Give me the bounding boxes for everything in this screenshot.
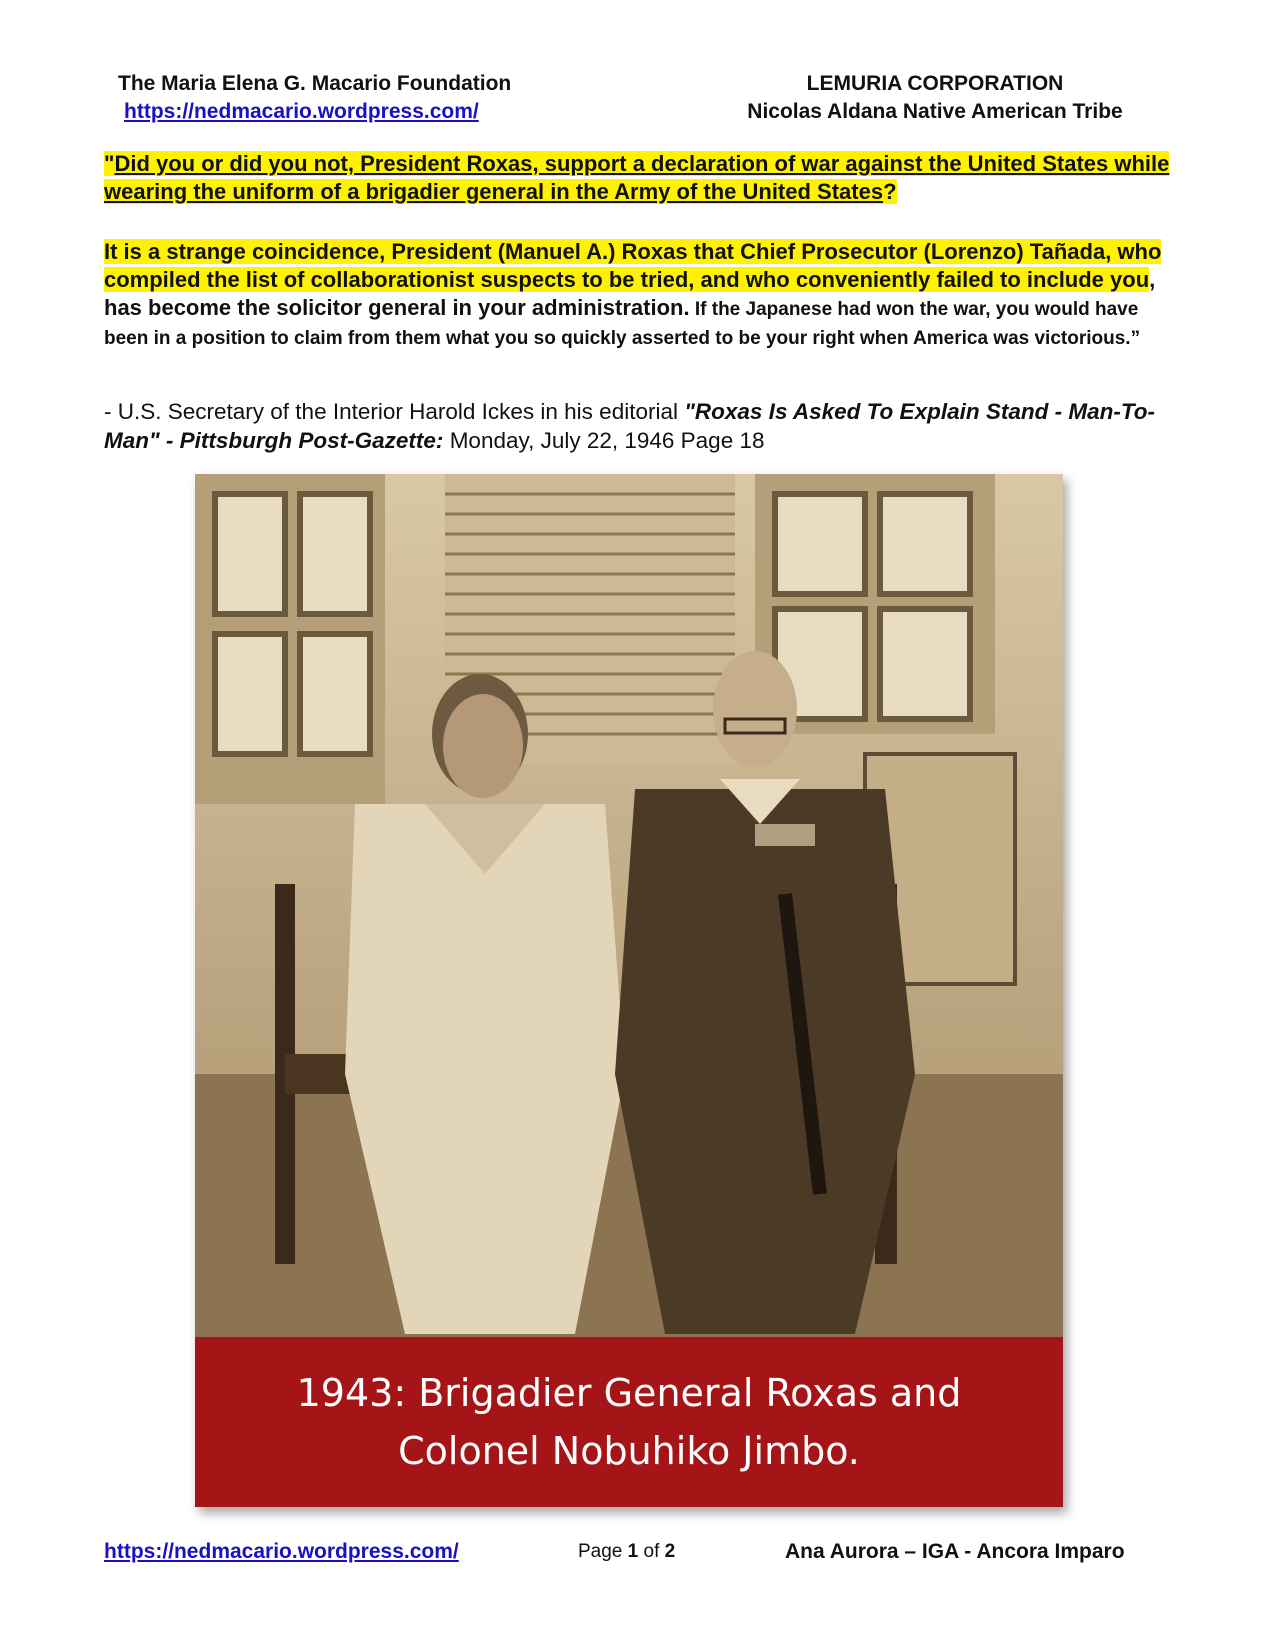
- quote-paragraph-2-small: If the Japanese had won the war, you would have been in a position to claim from them what you so quickly asserted to be your right when America was victorious.”: [104, 299, 1141, 349]
- quote-question: [104, 150, 1184, 206]
- photo-caption: [195, 1337, 1063, 1507]
- attribution-date: Monday, July 22, 1946 Page 18: [443, 428, 765, 453]
- attribution-prefix: - U.S. Secretary of the Interior Harold Ickes in his editorial: [104, 399, 685, 424]
- open-quote-mark: ": [104, 151, 115, 176]
- footer-link[interactable]: https://nedmacario.wordpress.com/: [104, 1540, 459, 1563]
- corporation-title: LEMURIA CORPORATION: [806, 72, 1064, 95]
- page-of: of: [638, 1541, 665, 1562]
- question-text: Did you or did you not, President Roxas, support a declaration of war against the United States while wearing the uniform of a brigadier general in the Army of the United States: [104, 151, 1170, 204]
- caption-line-1: 1943: Brigadier General Roxas and: [296, 1371, 962, 1415]
- photo-illustration: [195, 474, 1063, 1337]
- footer-right-text: Ana Aurora – IGA - Ancora Imparo: [785, 1540, 1125, 1563]
- tribe-subtitle: Nicolas Aldana Native American Tribe: [747, 100, 1123, 123]
- page-total: 2: [664, 1541, 676, 1562]
- historical-photo: [195, 474, 1063, 1507]
- caption-line-2: Colonel Nobuhiko Jimbo.: [398, 1429, 860, 1473]
- page-indicator: [578, 1538, 675, 1566]
- page-prefix: Page: [578, 1541, 628, 1562]
- foundation-link[interactable]: https://nedmacario.wordpress.com/: [124, 100, 479, 123]
- attribution: [104, 397, 1184, 455]
- quote-paragraph-2: [104, 238, 1184, 352]
- attribution-title: "Roxas Is Asked To Explain Stand - Man-To-Man" - Pittsburgh Post-Gazette:: [104, 399, 1155, 453]
- foundation-title: The Maria Elena G. Macario Foundation: [118, 72, 512, 95]
- quote-paragraph-2-rest: , has become the solicitor general in your administration.: [104, 267, 1156, 320]
- header-left: [118, 70, 511, 126]
- footer-left: [104, 1538, 459, 1566]
- quote-question-highlight: [104, 151, 1169, 204]
- page-current: 1: [627, 1541, 639, 1562]
- quote-paragraph-2-highlight: It is a strange coincidence, President (Manuel A.) Roxas that Chief Prosecutor (Lorenzo) Tañada, who compiled the list of collaborationist suspects to be tried, and who conveniently failed to include you: [104, 239, 1162, 292]
- header-right: [700, 70, 1170, 126]
- question-mark: ?: [883, 179, 897, 204]
